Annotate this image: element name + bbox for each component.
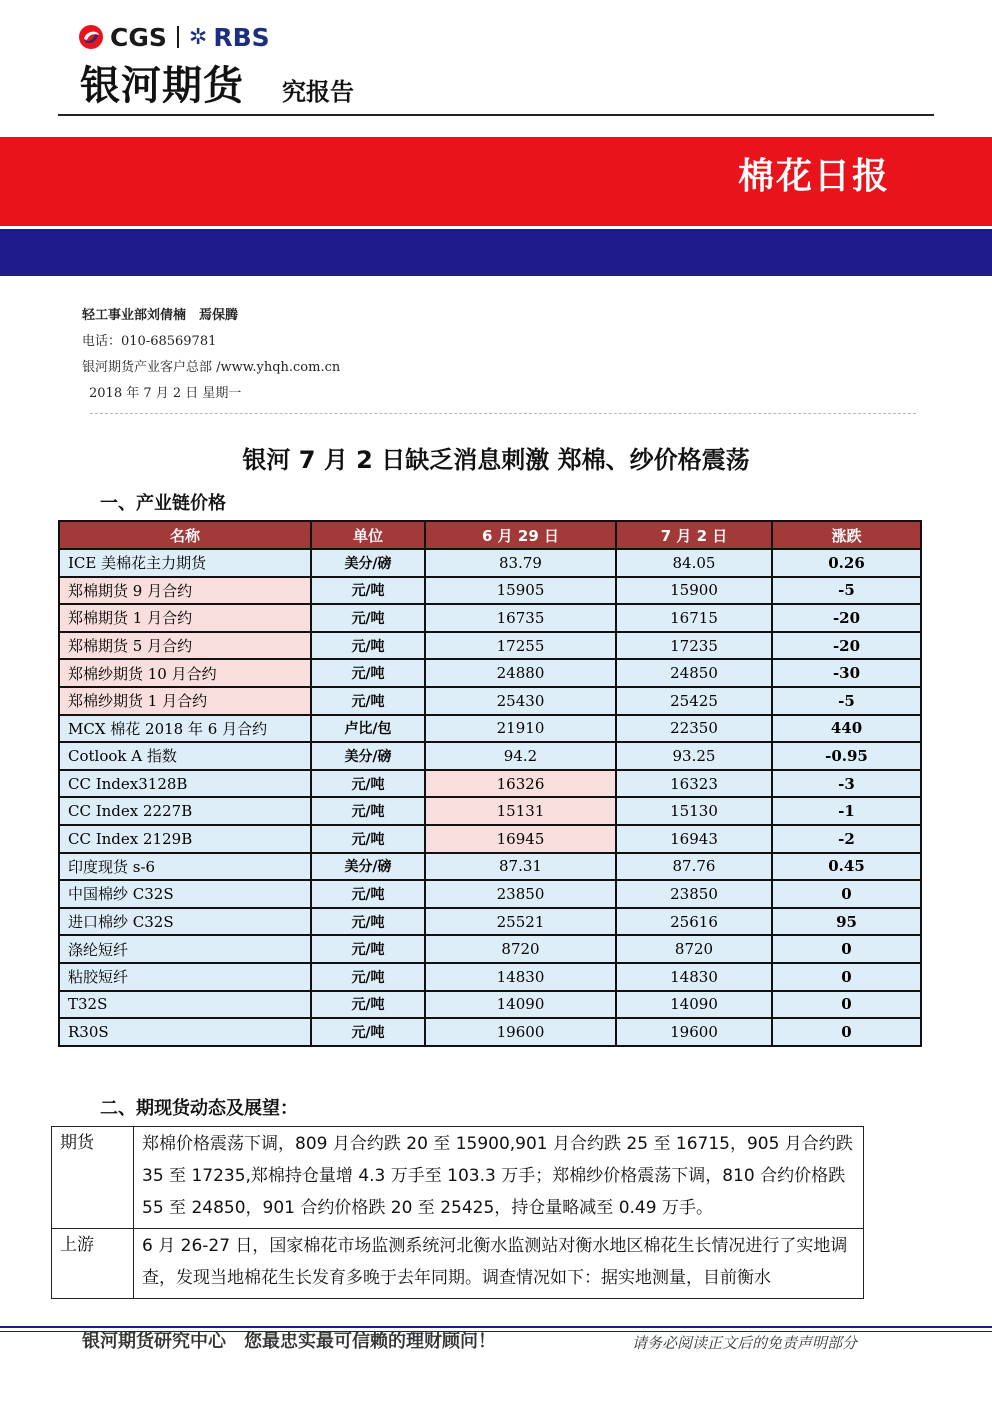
cell-unit: 元/吨: [311, 825, 425, 853]
cell-jul2: 22350: [616, 715, 772, 743]
cell-unit: 元/吨: [311, 604, 425, 632]
cell-name: MCX 棉花 2018 年 6 月合约: [59, 715, 311, 743]
report-date: 2018 年 7 月 2 日 星期一: [89, 386, 242, 401]
cell-unit: 美分/磅: [311, 853, 425, 881]
cell-unit: 元/吨: [311, 1018, 425, 1046]
cell-unit: 元/吨: [311, 991, 425, 1019]
cell-unit: 卢比/包: [311, 715, 425, 743]
cell-jun29: 25521: [425, 908, 616, 936]
dynamics-table: [51, 1126, 864, 1299]
footer-disclaimer: 请务必阅读正文后的免责声明部分: [632, 1334, 858, 1352]
logo-row: [78, 22, 270, 52]
table-row: [59, 577, 921, 605]
table-row: [59, 908, 921, 936]
table-row: [59, 991, 921, 1019]
table-row: [59, 1018, 921, 1046]
dynamics-text-cell: [134, 1229, 864, 1299]
cell-name: ICE 美棉花主力期货: [59, 549, 311, 577]
cell-change: -20: [772, 604, 921, 632]
cell-unit: 元/吨: [311, 908, 425, 936]
cell-jun29: 17255: [425, 632, 616, 660]
cell-change: 95: [772, 908, 921, 936]
cell-jun29: 14830: [425, 963, 616, 991]
cell-name: 郑棉期货 9 月合约: [59, 577, 311, 605]
cell-name: 中国棉纱 C32S: [59, 880, 311, 908]
cell-jun29: 15131: [425, 797, 616, 825]
dynamics-row-futures: [52, 1127, 864, 1229]
cell-unit: 元/吨: [311, 577, 425, 605]
cell-jul2: 25425: [616, 687, 772, 715]
logo-rbs-text: RBS: [213, 22, 270, 52]
cell-change: -5: [772, 687, 921, 715]
cell-change: -0.95: [772, 742, 921, 770]
col-header-name: 名称: [59, 521, 311, 549]
cell-change: -3: [772, 770, 921, 798]
cell-jun29: 25430: [425, 687, 616, 715]
cell-jul2: 14090: [616, 991, 772, 1019]
table-row: [59, 880, 921, 908]
footer-slogan: 银河期货研究中心 您最忠实最可信赖的理财顾问！: [82, 1331, 496, 1352]
col-header-date2: 7 月 2 日: [616, 521, 772, 549]
cell-name: 进口棉纱 C32S: [59, 908, 311, 936]
table-row: [59, 687, 921, 715]
cell-change: -30: [772, 659, 921, 687]
cell-unit: 美分/磅: [311, 549, 425, 577]
cell-jul2: 23850: [616, 880, 772, 908]
phone: 电话：010-68569781: [82, 334, 217, 349]
cell-jun29: 94.2: [425, 742, 616, 770]
cell-name: 郑棉纱期货 1 月合约: [59, 687, 311, 715]
cell-jun29: 16735: [425, 604, 616, 632]
cell-jul2: 16715: [616, 604, 772, 632]
cell-jun29: 23850: [425, 880, 616, 908]
cell-jul2: 16943: [616, 825, 772, 853]
col-header-change: 涨跌: [772, 521, 921, 549]
cell-change: 0: [772, 991, 921, 1019]
cell-jul2: 16323: [616, 770, 772, 798]
cell-name: 粘胶短纤: [59, 963, 311, 991]
report-type: 究报告: [282, 78, 354, 106]
authors: 轻工事业部刘倩楠 焉保腾: [82, 308, 239, 323]
cell-change: 0: [772, 935, 921, 963]
col-header-unit: 单位: [311, 521, 425, 549]
cell-name: Cotlook A 指数: [59, 742, 311, 770]
table-row: [59, 963, 921, 991]
table-row: [59, 604, 921, 632]
table-row: [59, 659, 921, 687]
dynamics-label: 期货: [52, 1127, 134, 1229]
table-header-row: [59, 521, 921, 549]
cell-change: -2: [772, 825, 921, 853]
cell-change: 0: [772, 880, 921, 908]
cell-unit: 元/吨: [311, 632, 425, 660]
table-body: [59, 549, 921, 1046]
section-1-title: 一、产业链价格: [100, 493, 226, 514]
price-table: [58, 520, 922, 1047]
table-row: [59, 825, 921, 853]
cell-name: CC Index 2227B: [59, 797, 311, 825]
cell-change: -1: [772, 797, 921, 825]
section-2-title: 二、期现货动态及展望：: [100, 1098, 298, 1119]
cell-jul2: 84.05: [616, 549, 772, 577]
cell-unit: 元/吨: [311, 880, 425, 908]
cell-jul2: 14830: [616, 963, 772, 991]
cell-unit: 元/吨: [311, 659, 425, 687]
dynamics-label: 上游: [52, 1229, 134, 1299]
cell-jul2: 17235: [616, 632, 772, 660]
table-row: [59, 632, 921, 660]
rbs-mark-icon: ✲: [188, 24, 208, 50]
logo-divider: [177, 26, 179, 48]
cell-jun29: 15905: [425, 577, 616, 605]
cell-jul2: 87.76: [616, 853, 772, 881]
cell-jun29: 16945: [425, 825, 616, 853]
dynamics-text: 郑棉价格震荡下调，809 月合约跌 20 至 15900,901 月合约跌 25 至 16715，905 月合约跌 35 至 17235,郑棉持仓量增 4.3 万手至 103.3 万手；郑棉纱价格震荡下调，810 合约价格跌 55 至 24850，901 合约价格跌 20 至 25425，持仓量略减至 0.49 万手。: [134, 1127, 864, 1229]
cell-jun29: 19600: [425, 1018, 616, 1046]
cell-jul2: 8720: [616, 935, 772, 963]
cell-change: 0.26: [772, 549, 921, 577]
cell-name: 郑棉期货 1 月合约: [59, 604, 311, 632]
banner-title: 棉花日报: [737, 156, 890, 197]
cgs-swirl-icon: [78, 24, 104, 50]
cell-jun29: 87.31: [425, 853, 616, 881]
cell-name: T32S: [59, 991, 311, 1019]
cell-name: 印度现货 s-6: [59, 853, 311, 881]
dashed-divider: [90, 413, 916, 414]
cell-name: 郑棉纱期货 10 月合约: [59, 659, 311, 687]
table-row: [59, 715, 921, 743]
logo-cgs-text: CGS: [110, 22, 167, 52]
table-row: [59, 549, 921, 577]
cell-jul2: 19600: [616, 1018, 772, 1046]
cell-jul2: 15130: [616, 797, 772, 825]
col-header-date1: 6 月 29 日: [425, 521, 616, 549]
blue-banner: [0, 229, 992, 276]
header-rule: [58, 114, 934, 116]
cell-name: R30S: [59, 1018, 311, 1046]
cell-change: -5: [772, 577, 921, 605]
cell-jul2: 25616: [616, 908, 772, 936]
cell-jun29: 16326: [425, 770, 616, 798]
dynamics-row-upstream: [52, 1229, 864, 1299]
cell-change: 0.45: [772, 853, 921, 881]
table-row: [59, 797, 921, 825]
cell-change: 0: [772, 1018, 921, 1046]
table-row: [59, 935, 921, 963]
cell-jul2: 24850: [616, 659, 772, 687]
cell-jul2: 93.25: [616, 742, 772, 770]
company-name: 银河期货: [80, 63, 244, 109]
cell-jun29: 24880: [425, 659, 616, 687]
cell-jul2: 15900: [616, 577, 772, 605]
table-row: [59, 853, 921, 881]
table-row: [59, 770, 921, 798]
cell-unit: 元/吨: [311, 687, 425, 715]
cell-unit: 元/吨: [311, 935, 425, 963]
cell-name: 郑棉期货 5 月合约: [59, 632, 311, 660]
report-title: 银河 7 月 2 日缺乏消息刺激 郑棉、纱价格震荡: [242, 446, 750, 474]
website-link[interactable]: 银河期货产业客户总部 /www.yhqh.com.cn: [82, 360, 341, 375]
cell-change: 440: [772, 715, 921, 743]
cell-change: 0: [772, 963, 921, 991]
cell-change: -20: [772, 632, 921, 660]
cell-name: CC Index3128B: [59, 770, 311, 798]
table-row: [59, 742, 921, 770]
cell-unit: 元/吨: [311, 770, 425, 798]
cell-unit: 元/吨: [311, 963, 425, 991]
dynamics-text: 6 月 26-27 日，国家棉花市场监测系统河北衡水监测站对衡水地区棉花生长情况进行了实地调查，发现当地棉花生长发育多晚于去年同期。调查情况如下：据实地测量，目前衡水: [142, 1236, 848, 1288]
cell-jun29: 8720: [425, 935, 616, 963]
cell-jun29: 83.79: [425, 549, 616, 577]
cell-unit: 元/吨: [311, 797, 425, 825]
cell-jun29: 21910: [425, 715, 616, 743]
cell-name: 涤纶短纤: [59, 935, 311, 963]
cell-jun29: 14090: [425, 991, 616, 1019]
cell-unit: 美分/磅: [311, 742, 425, 770]
cell-name: CC Index 2129B: [59, 825, 311, 853]
